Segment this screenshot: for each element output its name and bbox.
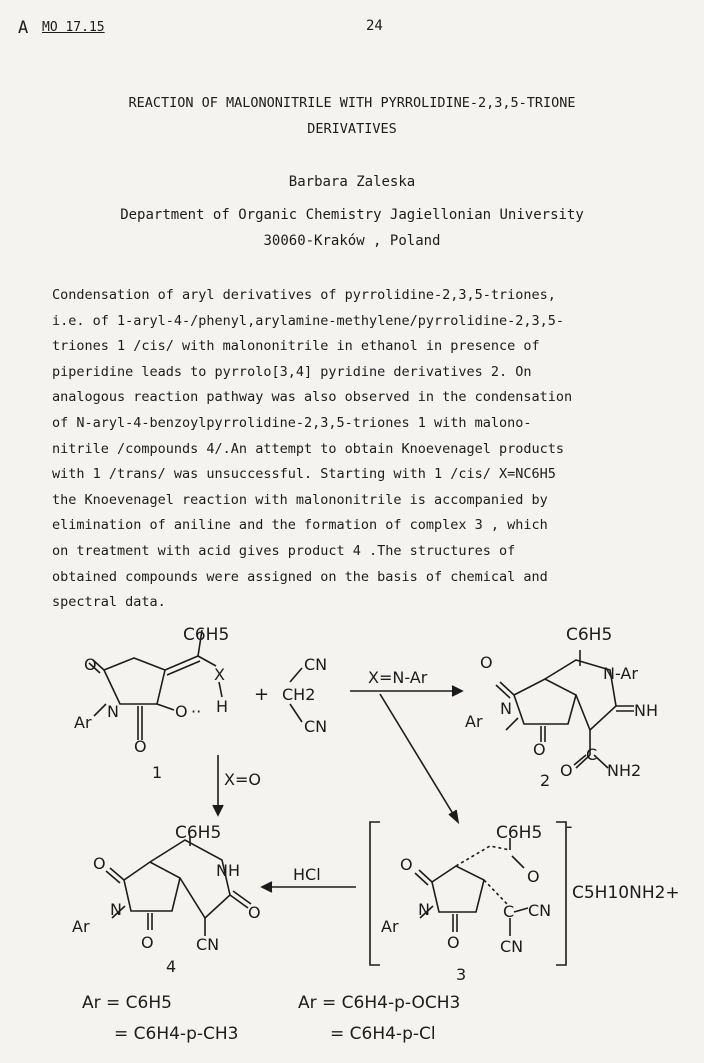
nitrogen-label: N [500,699,512,718]
ar-definition-left-1: Ar = C6H5 [82,993,172,1013]
x-label: X [214,665,225,684]
abstract-line: nitrile /compounds 4/.An attempt to obtain Knoevenagel products [52,440,565,457]
abstract-line: triones 1 /cis/ with malononitrile in ethanol in presence of [52,338,540,355]
arrow-to-4 [213,755,261,815]
abstract-line: elimination of aniline and the formation of complex 3 , which [52,517,548,534]
oxygen-label: O [84,655,97,674]
oxygen-label: O [248,903,261,922]
cyano-label: CN [304,717,328,736]
cyano-label: CN [196,935,220,954]
oxygen-label: O [141,933,154,952]
abstract-line: Condensation of aryl derivatives of pyrrolidine-2,3,5-triones, [52,287,556,303]
aryl-definitions [82,993,460,1044]
arrow-to-3 [380,694,458,822]
oxygen-label: O [527,867,540,886]
arrow-hcl [262,865,356,892]
condition-x-o: X=O [224,770,261,789]
hydrogen-bond-dots: ·· [191,702,202,721]
reaction-scheme [0,615,704,1063]
oxygen-label: O [93,854,106,873]
phenyl-label: C6H5 [183,625,230,645]
title-line-1: REACTION OF MALONONITRILE WITH PYRROLIDINE-2,3,5-TRIONE [128,95,576,111]
cyano-label: CN [528,901,552,920]
abstract-line: with 1 /trans/ was unsuccessful. Starting with 1 /cis/ X=NC6H5 [52,466,556,483]
n-aryl-label: N-Ar [603,664,638,683]
title-line-2: DERIVATIVES [307,121,397,137]
carbon-label: C [586,745,598,764]
oxygen-label: O [400,855,413,874]
nitrogen-label: N [418,900,430,919]
document-code-letter: A [18,18,29,38]
abstract-line: piperidine leads to pyrrolo[3,4] pyridine derivatives 2. On [52,363,532,380]
phenyl-label: C6H5 [496,823,543,843]
affiliation-line-1: Department of Organic Chemistry Jagiellonian University [120,207,584,223]
nitrogen-label: N [107,702,119,721]
compound-label-2: 2 [540,771,551,790]
document-code: MO 17.15 [42,20,105,35]
abstract-line: i.e. of 1-aryl-4-/phenyl,arylamine-methylene/pyrrolidine-2,3,5- [52,312,565,329]
affiliation-line-2: 30060-Kraków , Poland [263,233,441,249]
aryl-label: Ar [381,917,399,936]
oxygen-label: O [175,702,188,721]
compound-label-1: 1 [152,763,163,782]
reagent-hcl: HCl [293,865,321,884]
ar-definition-right-2: = C6H4-p-Cl [330,1024,436,1044]
carbanion-label: C [503,902,515,921]
anion-charge: - [566,816,573,837]
abstract-line: spectral data. [52,594,166,611]
hydrogen-label: H [216,697,229,716]
abstract-line: the Knoevenagel reaction with malononitrile is accompanied by [52,491,548,508]
malononitrile [282,655,327,736]
nitrogen-label: N [110,900,122,919]
compound-2 [465,625,658,790]
aryl-label: Ar [465,712,483,731]
phenyl-label: C6H5 [566,625,613,645]
complex-3 [370,816,680,984]
oxygen-label: O [533,740,546,759]
oxygen-label: O [447,933,460,952]
abstract-line: analogous reaction pathway was also observed in the condensation [52,389,573,406]
ar-definition-right-1: Ar = C6H4-p-OCH3 [298,993,461,1013]
piperidinium-cation: C5H10NH2+ [572,883,680,903]
compound-label-3: 3 [456,965,467,984]
author-name: Barbara Zaleska [288,174,416,190]
compound-4 [72,823,261,976]
cyano-label: CN [500,937,524,956]
oxygen-label: O [134,737,147,756]
condition-x-n-ar: X=N-Ar [368,668,428,687]
aryl-label: Ar [72,917,90,936]
page-number: 24 [366,18,383,34]
imine-label: NH [634,701,658,720]
cyano-label: CN [304,655,328,674]
arrow-to-2 [350,668,462,696]
compound-1 [74,625,229,782]
compound-label-4: 4 [166,957,177,976]
oxygen-label: O [560,761,573,780]
plus-sign: + [254,684,270,705]
oxygen-label: O [480,653,493,672]
ar-definition-left-2: = C6H4-p-CH3 [114,1024,239,1044]
abstract-line: obtained compounds were assigned on the basis of chemical and [52,568,548,585]
amine-label: NH2 [607,761,642,780]
aryl-label: Ar [74,713,92,732]
lactam-nh-label: NH [216,861,240,880]
methylene-label: CH2 [282,685,316,704]
phenyl-label: C6H5 [175,823,222,843]
abstract-line: of N-aryl-4-benzoylpyrrolidine-2,3,5-triones 1 with malono- [52,414,532,431]
abstract-line: on treatment with acid gives product 4 .The structures of [52,542,516,559]
abstract [52,283,704,616]
